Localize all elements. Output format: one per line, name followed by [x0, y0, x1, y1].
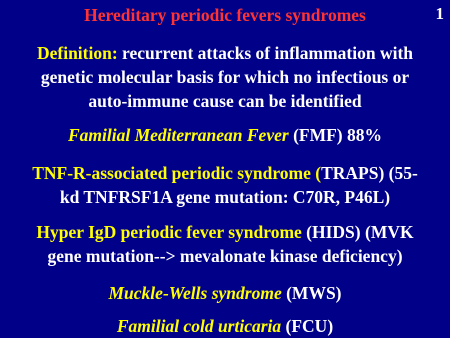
item-hids-detail-1: (HIDS) (MVK: [301, 222, 414, 242]
item-traps-detail-2: kd TNFRSF1A gene mutation: C70R, P46L): [59, 187, 391, 207]
definition-line-2: [0, 67, 450, 87]
definition-label: Definition:: [36, 43, 118, 63]
item-hids-name: Hyper IgD periodic fever syndrome: [36, 222, 302, 242]
item-traps-line-1: [0, 163, 450, 183]
slide-number: 1: [435, 4, 444, 23]
definition-text-3: auto-immune cause can be identified: [88, 91, 362, 111]
item-mws-detail: (MWS): [281, 283, 342, 303]
item-fmf: [0, 125, 450, 145]
item-fcu: [0, 316, 450, 336]
item-hids-line-2: [0, 246, 450, 266]
item-traps-line-2: [0, 187, 450, 207]
definition-text-1: recurrent attacks of inflammation with: [117, 43, 414, 63]
item-traps-detail-1: TRAPS) (55-: [321, 163, 418, 183]
item-fcu-name: Familial cold urticaria: [116, 316, 282, 336]
definition-line-1: [0, 43, 450, 63]
item-fcu-detail: (FCU): [281, 316, 334, 336]
item-fmf-detail: (FMF) 88%: [288, 125, 382, 145]
definition-line-3: [0, 91, 450, 111]
slide-title: Hereditary periodic fevers syndromes: [84, 5, 366, 25]
item-mws-name: Muckle-Wells syndrome: [108, 283, 282, 303]
item-hids-detail-2: gene mutation--> mevalonate kinase deficiency): [47, 246, 403, 266]
item-hids-line-1: [0, 222, 450, 242]
item-fmf-name: Familial Mediterranean Fever: [67, 125, 289, 145]
definition-text-2: genetic molecular basis for which no infectious or: [40, 67, 410, 87]
item-mws: [0, 283, 450, 303]
item-traps-name: TNF-R-associated periodic syndrome (: [32, 163, 322, 183]
